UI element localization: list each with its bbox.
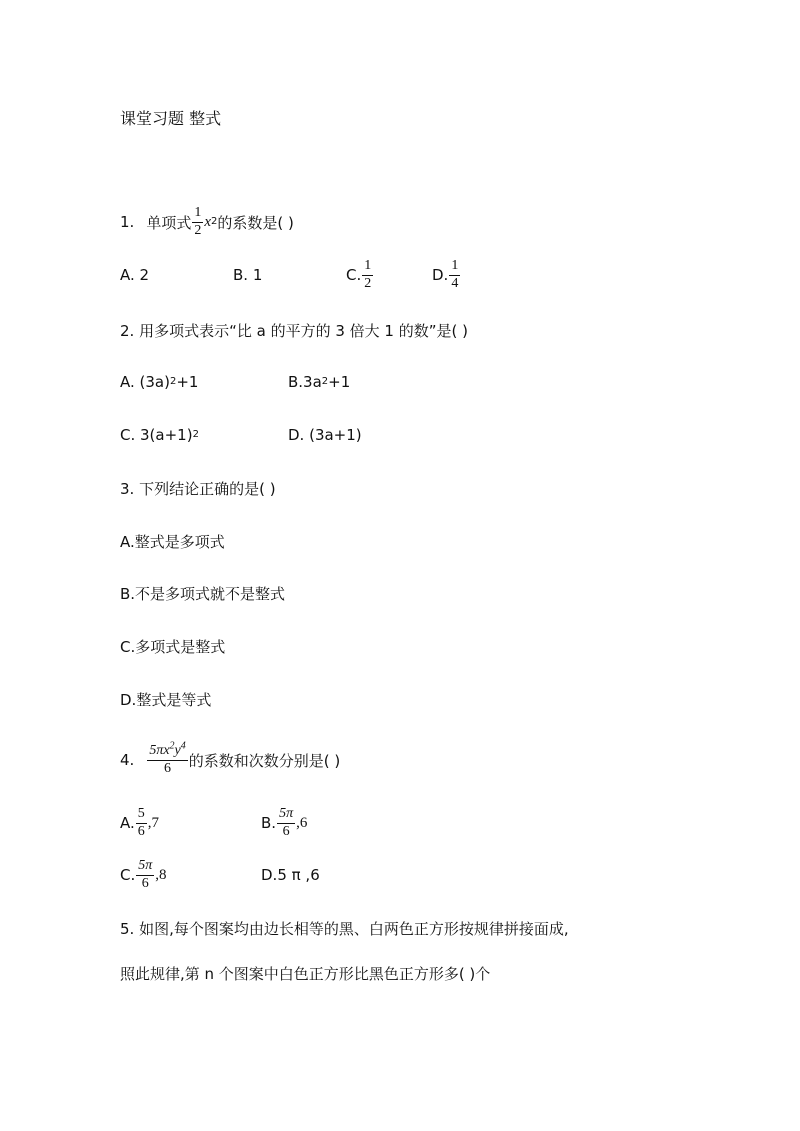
question-1-option-b <box>233 264 262 286</box>
page-title <box>120 106 221 129</box>
question-5-text-1: 5. 如图,每个图案均由边长相等的黑、白两色正方形按规律拼接面成, <box>120 919 569 938</box>
q4-c-den: 6 <box>141 875 149 891</box>
question-1-frac-num: 1 <box>192 206 203 223</box>
question-1-prefix: 单项式 <box>146 213 192 232</box>
page-title-text: 课堂习题 整式 <box>120 109 222 128</box>
q2-c-pre: C. 3(a+1) <box>120 426 193 444</box>
q4-c-num: 5π <box>136 859 154 876</box>
question-1-option-c <box>346 257 374 293</box>
question-5-line-1 <box>120 917 569 939</box>
q4-a-den: 6 <box>137 823 145 839</box>
option-a-text: A. 2 <box>120 266 150 284</box>
question-5-text-2: 照此规律,第 n 个图案中白色正方形比黑色正方形多( )个 <box>120 964 491 983</box>
question-2-text: 2. 用多项式表示“比 a 的平方的 3 倍大 1 的数”是( ) <box>120 321 468 340</box>
q4-b-label: B. <box>261 814 277 832</box>
q4-num-a: 5πx <box>149 742 170 758</box>
q4-num-b: y <box>174 742 181 758</box>
question-2-option-a: A. (3a) 2 +1 <box>120 373 199 391</box>
question-4-option-c <box>120 856 167 894</box>
question-3-option-b <box>120 582 285 604</box>
question-2-option-d <box>288 424 362 446</box>
question-2 <box>120 319 468 341</box>
question-1-option-d <box>432 257 461 293</box>
option-d-label: D. <box>432 266 449 284</box>
question-4-option-a <box>120 804 159 842</box>
q4-b-fraction <box>277 807 295 839</box>
question-4-number: 4. <box>120 751 135 769</box>
q2-b-pre: B.3a <box>288 373 322 391</box>
q3-b-text: B.不是多项式就不是整式 <box>120 584 286 603</box>
option-c-den: 2 <box>364 275 372 291</box>
q4-num-exp2: 4 <box>180 740 186 752</box>
question-3-option-d <box>120 688 211 710</box>
option-c-fraction <box>362 259 373 291</box>
q4-a-num: 5 <box>136 807 147 824</box>
question-3-text: 3. 下列结论正确的是( ) <box>120 479 276 498</box>
q4-a-tail: ,7 <box>147 814 160 831</box>
question-1-suffix: 的系数是( ) <box>217 213 294 232</box>
q4-c-label: C. <box>120 866 136 884</box>
question-2-option-b: B.3a 2 +1 <box>288 373 351 391</box>
question-3 <box>120 477 276 499</box>
q4-c-tail: ,8 <box>155 866 167 883</box>
question-4-frac-num <box>147 740 187 761</box>
q3-a-text: A.整式是多项式 <box>120 532 225 551</box>
question-5-line-2 <box>120 962 490 984</box>
q4-a-label: A. <box>120 814 135 832</box>
q4-b-tail: ,6 <box>296 814 308 831</box>
option-d-num: 1 <box>449 259 460 276</box>
q2-d-text: D. (3a+1) <box>288 426 362 444</box>
question-1-frac-den: 2 <box>194 222 202 238</box>
q2-b-post: +1 <box>328 373 351 391</box>
q4-num-exp1: 2 <box>169 740 175 752</box>
q4-b-den: 6 <box>282 823 290 839</box>
question-3-option-a <box>120 530 225 552</box>
q4-c-fraction <box>136 859 154 891</box>
option-c-num: 1 <box>362 259 373 276</box>
question-1-option-a <box>120 264 149 286</box>
option-d-fraction <box>449 259 460 291</box>
question-1: 1. 单项式 $\frac{1}{2}$ x 2 的系数是( ) <box>120 204 294 238</box>
question-4-frac-den: 6 <box>164 760 172 776</box>
q3-d-text: D.整式是等式 <box>120 690 212 709</box>
question-3-option-c <box>120 635 225 657</box>
question-4-option-d <box>261 864 320 886</box>
option-c-label: C. <box>346 266 362 284</box>
question-4-fraction <box>147 740 187 776</box>
q4-a-fraction <box>136 807 147 839</box>
question-1-fraction <box>192 206 203 238</box>
q2-a-post: +1 <box>176 373 199 391</box>
question-4 <box>120 738 340 782</box>
question-1-number: 1. <box>120 213 135 231</box>
q4-b-num: 5π <box>277 807 295 824</box>
option-b-text: B. 1 <box>233 266 263 284</box>
q2-a-pre: A. (3a) <box>120 373 170 391</box>
q4-d-text: D.5 π ,6 <box>261 866 320 884</box>
option-d-den: 4 <box>451 275 459 291</box>
question-2-option-c: C. 3(a+1) 2 <box>120 426 199 444</box>
q3-c-text: C.多项式是整式 <box>120 637 226 656</box>
question-1-variable: x <box>204 213 211 230</box>
question-4-option-b <box>261 804 307 842</box>
question-4-suffix: 的系数和次数分别是( ) <box>188 751 341 770</box>
